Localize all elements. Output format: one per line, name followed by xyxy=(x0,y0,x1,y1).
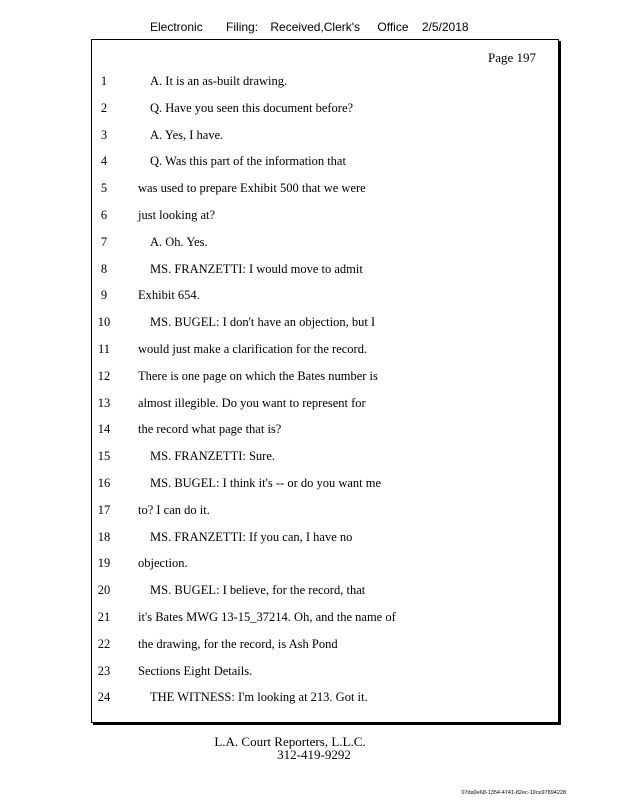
line-text: to? I can do it. xyxy=(138,502,210,517)
transcript-line xyxy=(0,664,618,684)
transcript-line xyxy=(0,476,618,496)
line-number: 20 xyxy=(97,583,111,598)
line-number: 21 xyxy=(97,610,111,624)
line-text: objection. xyxy=(138,556,188,571)
line-text: Exhibit 654. xyxy=(138,288,200,303)
line-text: was used to prepare Exhibit 500 that we were xyxy=(138,181,366,196)
line-text: A. Oh. Yes. xyxy=(150,234,208,249)
line-number: 15 xyxy=(97,449,111,464)
line-number: 1 xyxy=(100,74,108,88)
line-number: 13 xyxy=(97,395,111,410)
line-text: the drawing, for the record, is Ash Pond xyxy=(138,636,338,651)
line-text: MS. BUGEL: I think it's -- or do you want me xyxy=(150,476,382,490)
line-text: just looking at? xyxy=(138,208,216,222)
transcript-line xyxy=(0,181,618,201)
footer-phone: 312-419-9292 xyxy=(277,747,351,762)
line-text: Sections Eight Details. xyxy=(138,663,253,678)
transcript-line xyxy=(0,583,618,603)
transcript-line xyxy=(0,74,618,94)
line-number: 10 xyxy=(97,315,111,330)
line-text: MS. BUGEL: I believe, for the record, that xyxy=(150,583,366,598)
transcript-line xyxy=(0,396,618,416)
line-text: Q. Was this part of the information that xyxy=(150,154,346,169)
transcript-line xyxy=(0,530,618,550)
transcript-line xyxy=(0,208,618,228)
transcript-line xyxy=(0,288,618,308)
transcript-line xyxy=(0,262,618,282)
line-number: 5 xyxy=(100,181,108,196)
transcript-line xyxy=(0,128,618,148)
line-number: 4 xyxy=(100,154,108,169)
stamp-office: Office xyxy=(377,20,409,34)
transcript-line xyxy=(0,556,618,576)
transcript-line xyxy=(0,503,618,523)
line-text: it's Bates MWG 13-15_37214. Oh, and the name of xyxy=(138,610,396,624)
transcript-line xyxy=(0,690,618,710)
line-text: A. It is an as-built drawing. xyxy=(150,74,288,88)
line-text: There is one page on which the Bates number is xyxy=(138,368,378,383)
line-text: MS. FRANZETTI: If you can, I have no xyxy=(150,529,353,544)
transcript-line xyxy=(0,101,618,121)
line-text: MS. FRANZETTI: Sure. xyxy=(150,449,275,464)
transcript-line xyxy=(0,610,618,630)
line-number: 8 xyxy=(100,261,108,276)
transcript-line xyxy=(0,154,618,174)
footer-company: L.A. Court Reporters, L.L.C. xyxy=(214,734,366,749)
line-number: 23 xyxy=(97,663,111,678)
line-number: 3 xyxy=(100,127,108,142)
transcript-line xyxy=(0,449,618,469)
line-number: 11 xyxy=(97,342,111,356)
line-number: 18 xyxy=(97,529,111,544)
transcript-line xyxy=(0,422,618,442)
stamp-filing: Filing: xyxy=(226,20,259,34)
line-number: 19 xyxy=(97,556,111,571)
page-number: Page 197 xyxy=(487,50,536,65)
line-text: A. Yes, I have. xyxy=(150,127,224,142)
line-number: 22 xyxy=(97,636,111,651)
stamp-electronic: Electronic xyxy=(150,20,203,34)
line-number: 12 xyxy=(97,368,111,383)
line-number: 2 xyxy=(100,100,108,115)
line-number: 24 xyxy=(97,690,111,705)
transcript-line xyxy=(0,235,618,255)
transcript-line xyxy=(0,637,618,657)
transcript-line xyxy=(0,315,618,335)
line-number: 16 xyxy=(97,476,111,490)
line-text: would just make a clarification for the record. xyxy=(138,342,368,356)
line-number: 9 xyxy=(100,288,108,303)
stamp-received: Received,Clerk's xyxy=(270,20,361,34)
line-text: almost illegible. Do you want to represent for xyxy=(138,395,366,410)
transcript-line xyxy=(0,342,618,362)
line-text: THE WITNESS: I'm looking at 213. Got it. xyxy=(150,690,368,705)
stamp-date: 2/5/2018 xyxy=(421,20,469,34)
line-text: the record what page that is? xyxy=(138,422,282,437)
line-number: 14 xyxy=(97,422,111,437)
line-number: 7 xyxy=(100,234,108,249)
line-text: MS. BUGEL: I don't have an objection, but I xyxy=(150,315,376,330)
transcript-line xyxy=(0,369,618,389)
line-number: 6 xyxy=(100,208,108,222)
document-id: 07da9e68-1354-4741-82ec-19ce97894228 xyxy=(461,790,566,796)
filing-stamp xyxy=(150,20,469,34)
line-text: Q. Have you seen this document before? xyxy=(150,100,354,115)
line-text: MS. FRANZETTI: I would move to admit xyxy=(150,261,363,276)
line-number: 17 xyxy=(97,502,111,517)
